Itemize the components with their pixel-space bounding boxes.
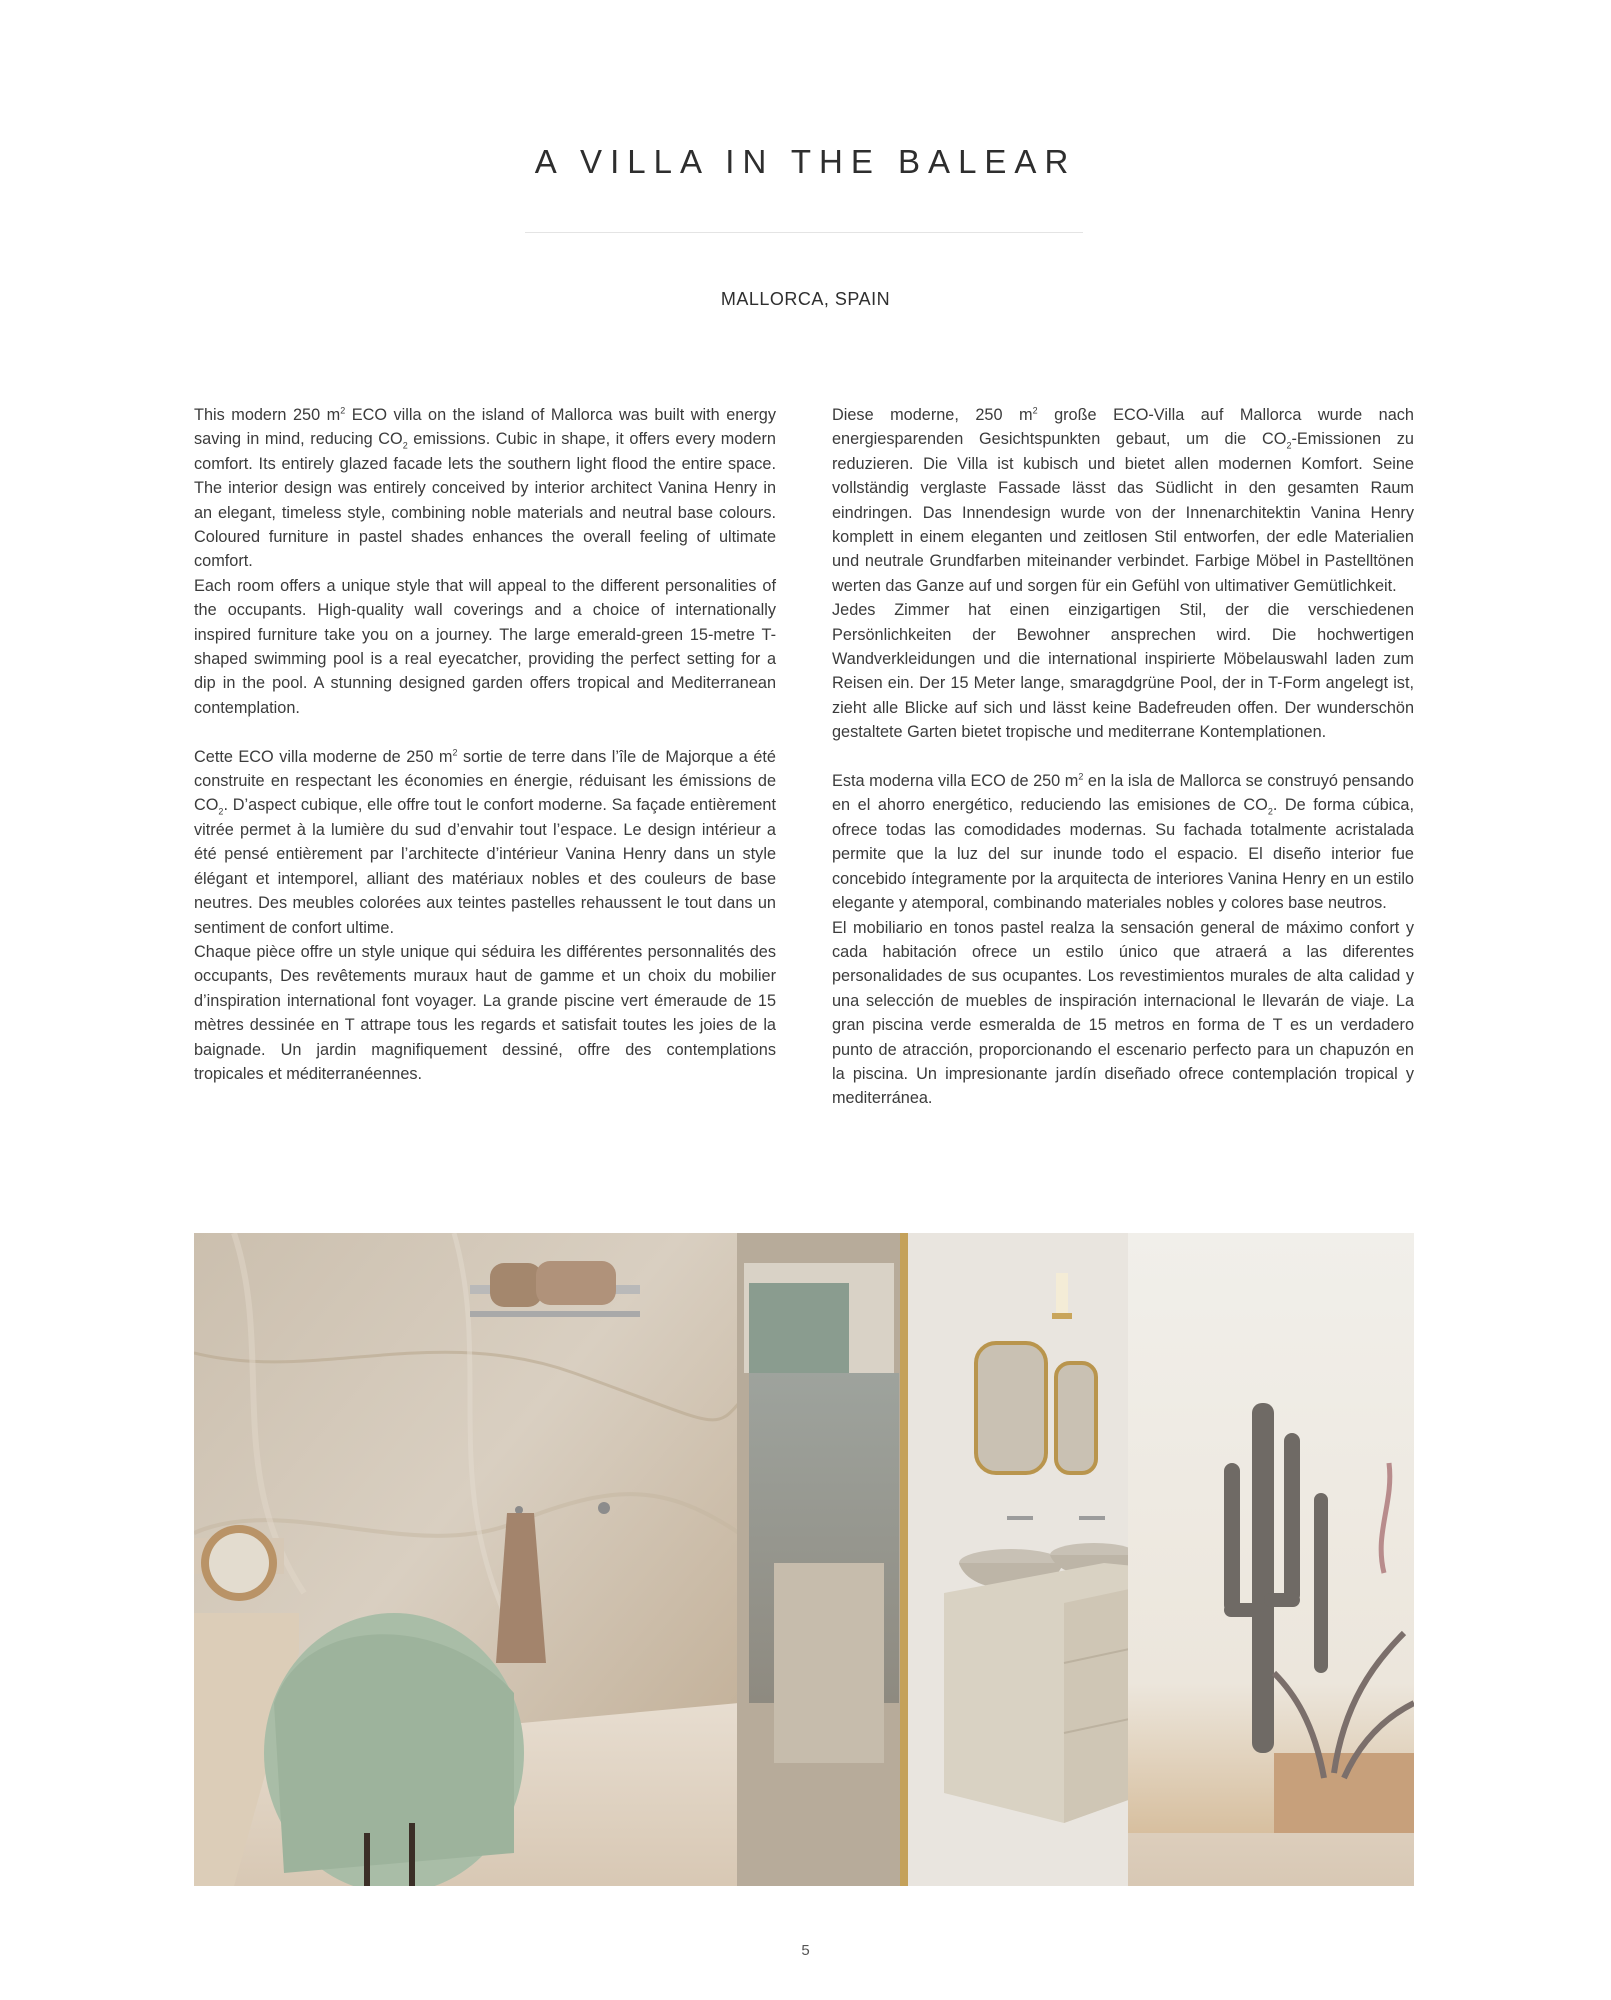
paragraph-spanish-2: El mobiliario en tonos pastel realza la sensación general de máximo confort y cada habitación ofrece un estilo único que atraerá a las diferentes personalidades de sus ocupantes. Los revestimientos murales de alta calidad y una selección de muebles de inspiración internacional le llevarán de viaje. La gran piscina verde esmeralda de 15 metros en forma de T es un verdadero punto de atracción, proporcionando el escenario perfecto para un chapuzón en la piscina. Un impresionante jardín diseñado ofrece contemplación tropical y mediterránea. bbox=[832, 918, 1414, 1108]
page-number: 5 bbox=[801, 1942, 810, 1959]
paragraph-french-1: Cette ECO villa moderne de 250 $m^2$ sortie de terre dans l’île de Majorque a été construite en respectant les économies en énergie, réduisant les émissions de $CO_2$. D’aspect cubique, elle offre tout le confort moderne. Sa façade entièrement vitrée permet à la lumière du sud d’envahir tout l’espace. Le design intérieur a été pensé entièrement par l’architecte d’intérieur Vanina Henry dans un style élégant et intemporel, alliant des matériaux nobles et des couleurs de base neutres. Des meubles colorées aux teintes pastelles rehaussent le tout dans un sentiment de confort ultime. bbox=[194, 747, 776, 937]
page-title: A VILLA IN THE BALEAR bbox=[534, 143, 1077, 180]
location-subtitle: MALLORCA, SPAIN bbox=[720, 289, 891, 309]
paragraph-german-1: Diese moderne, 250 $m^2$ große ECO-Villa auf Mallorca wurde nach energiesparenden Gesichtspunkten gebaut, um die $CO_2$-Emissionen zu reduzieren. Die Villa ist kubisch und bietet allen modernen Komfort. Seine vollständig verglaste Fassade lässt das Südlicht in den gesamten Raum eindringen. Das Innendesign wurde von der Innenarchitektin Vanina Henry komplett in einem eleganten und zeitlosen Stil entworfen, der edle Materialien und neutrale Grundfarben miteinander verbindet. Farbige Möbel in Pastelltönen werten das Ganze auf und sorgen für ein Gefühl von ultimativer Gemütlichkeit. bbox=[832, 405, 1414, 595]
title-divider bbox=[525, 232, 1083, 233]
text-column-right bbox=[832, 403, 1414, 1111]
paragraph-english-2: Each room offers a unique style that will appeal to the different personalities of the occupants. High-quality wall coverings and a choice of internationally inspired furniture take you on a journey. The large emerald-green 15-metre T-shaped swimming pool is a real eyecatcher, providing the perfect setting for a dip in the pool. A stunning designed garden offers tropical and Mediterranean contemplation. bbox=[194, 576, 776, 717]
paragraph-german-2: Jedes Zimmer hat einen einzigartigen Stil, der die verschiedenen Persönlichkeiten der Bewohner ansprechen wird. Die hochwertigen Wandverkleidungen und die international inspirierte Möbelauswahl laden zum Reisen ein. Der 15 Meter lange, smaragdgrüne Pool, der in T-Form angelegt ist, zieht alle Blicke auf sich und lässt keine Badefreuden offen. Der wunderschön gestaltete Garten bietet tropische und mediterrane Kontemplationen. bbox=[832, 601, 1414, 742]
bathroom-photo bbox=[194, 1233, 1414, 1886]
paragraph-english-1: This modern 250 $m^2$ ECO villa on the island of Mallorca was built with energy saving in mind, reducing $CO_2$ emissions. Cubic in shape, it offers every modern comfort. Its entirely glazed facade lets the southern light flood the entire space. The interior design was entirely conceived by interior architect Vanina Henry in an elegant, timeless style, combining noble materials and neutral base colours. Coloured furniture in pastel shades enhances the overall feeling of ultimate comfort. bbox=[194, 405, 776, 571]
paragraph-french-2: Chaque pièce offre un style unique qui séduira les différentes personnalités des occupants, Des revêtements muraux haut de gamme et un choix du mobilier d’inspiration international font voyager. La grande piscine vert émeraude de 15 mètres dessinée en T attrape tous les regards et satisfait toutes les joies de la baignade. Un jardin magnifiquement dessiné, offre des contemplations tropicales et méditerranéennes. bbox=[194, 942, 776, 1083]
text-column-left bbox=[194, 403, 776, 1086]
paragraph-spanish-1: Esta moderna villa ECO de 250 $m^2$ en la isla de Mallorca se construyó pensando en el ahorro energético, reduciendo las emisiones de $CO_2$. De forma cúbica, ofrece todas las comodidades modernas. Su fachada totalmente acristalada permite que la luz del sur inunde todo el espacio. El diseño interior fue concebido íntegramente por la arquitecta de interiores Vanina Henry en un estilo elegante y atemporal, combinando materiales nobles y colores base neutros. bbox=[832, 771, 1414, 913]
